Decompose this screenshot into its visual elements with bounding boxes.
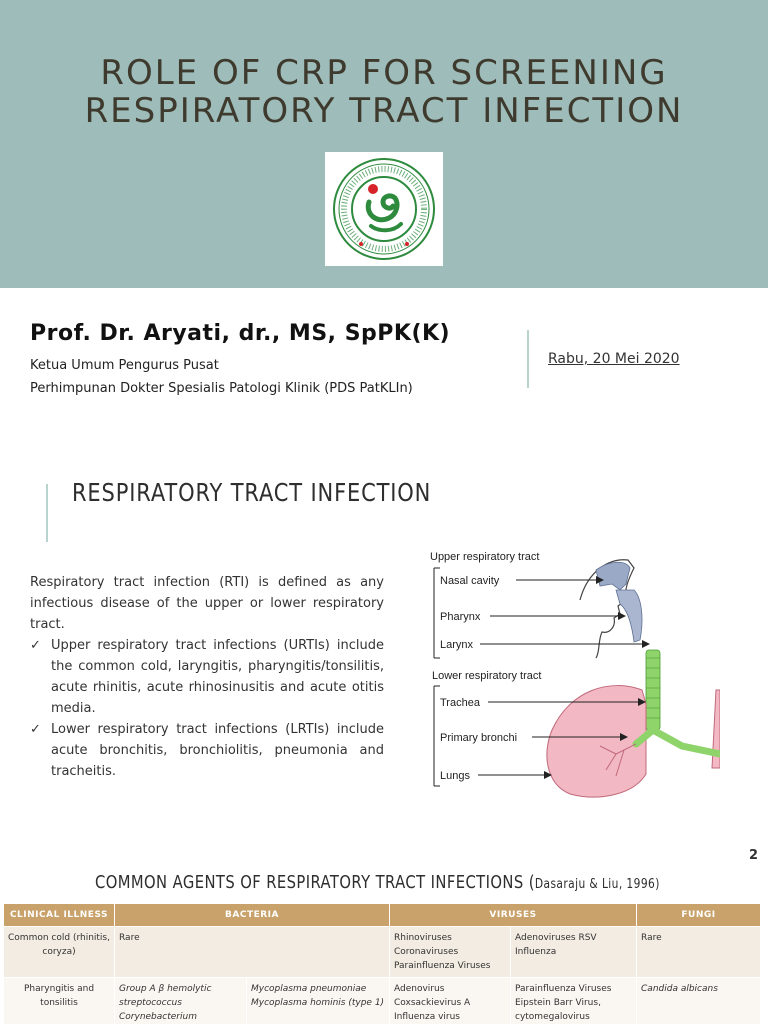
pds-patklin-logo-icon xyxy=(325,152,443,266)
slide-title-line-2: RESPIRATORY TRACT INFECTION xyxy=(84,91,684,131)
table-cell: Pharyngitis and tonsilitis xyxy=(4,978,115,1024)
table-cell: Common cold (rhinitis, coryza) xyxy=(4,927,115,978)
title-banner xyxy=(0,0,768,288)
label-primary-bronchi: Primary bronchi xyxy=(440,732,518,744)
lrti-bullet: Lower respiratory tract infections (LRTIs) include acute bronchitis, bronchiolitis, pneumonia and tracheitis. xyxy=(51,722,384,779)
list-item xyxy=(30,719,384,782)
label-pharynx: Pharynx xyxy=(440,611,481,623)
organization-logo xyxy=(325,152,443,266)
presenter-affiliation-2: Perhimpunan Dokter Spesialis Patologi Klinik (PDS PatKLIn) xyxy=(30,381,413,396)
table-cell: Adenovirus Coxsackievirus A Influenza virus xyxy=(390,978,511,1024)
list-item xyxy=(30,635,384,719)
rti-definition-text xyxy=(30,572,384,782)
table-cell: Rare xyxy=(637,927,761,978)
header-viruses: VIRUSES xyxy=(390,904,637,927)
divider xyxy=(527,330,529,388)
divider xyxy=(46,484,48,542)
urti-bullet: Upper respiratory tract infections (URTIs) include the common cold, laryngitis, pharyngitis/tonsilitis, acute rhinitis, acute rhinosinusitis and acute otitis media. xyxy=(51,638,384,716)
table-row xyxy=(4,978,761,1024)
label-upper-tract: Upper respiratory tract xyxy=(430,551,540,563)
table-title-text: COMMON AGENTS OF RESPIRATORY TRACT INFECTIONS ( xyxy=(95,872,535,893)
table-title xyxy=(95,872,660,893)
page-number: 2 xyxy=(749,848,759,863)
section-title: RESPIRATORY TRACT INFECTION xyxy=(72,478,432,507)
presentation-date: Rabu, 20 Mei 2020 xyxy=(548,351,680,367)
check-icon: ✓ xyxy=(30,722,41,737)
label-larynx: Larynx xyxy=(440,639,474,651)
slide-title-line-1: ROLE OF CRP FOR SCREENING xyxy=(100,53,668,93)
presenter-affiliation-1: Ketua Umum Pengurus Pusat xyxy=(30,358,219,373)
respiratory-tract-diagram xyxy=(420,540,720,820)
table-cell: Candida albicans xyxy=(637,978,761,1024)
label-nasal-cavity: Nasal cavity xyxy=(440,575,500,587)
table-row xyxy=(4,927,761,978)
table-header-row xyxy=(4,904,761,927)
header-bacteria: BACTERIA xyxy=(115,904,390,927)
presenter-name: Prof. Dr. Aryati, dr., MS, SpPK(K) xyxy=(30,321,451,346)
slide-title xyxy=(0,54,768,130)
table-cell: Parainfluenza Viruses Eipstein Barr Virus, cytomegalovirus xyxy=(511,978,637,1024)
check-icon: ✓ xyxy=(30,638,41,653)
table-cell: Group A β hemolytic streptococcus Corynebacterium xyxy=(115,978,247,1024)
rti-intro: Respiratory tract infection (RTI) is defined as any infectious disease of the upper or lower respiratory tract. xyxy=(30,575,384,632)
header-clinical-illness: CLINICAL ILLNESS xyxy=(4,904,115,927)
label-trachea: Trachea xyxy=(440,697,480,709)
table-cell: Adenoviruses RSV Influenza xyxy=(511,927,637,978)
table-citation: Dasaraju & Liu, 1996) xyxy=(534,877,660,892)
label-lower-tract: Lower respiratory tract xyxy=(432,670,542,682)
agents-table xyxy=(3,903,761,1024)
header-fungi: FUNGI xyxy=(637,904,761,927)
table-cell: Rhinoviruses Coronaviruses Parainfluenza Viruses xyxy=(390,927,511,978)
rti-bullet-list xyxy=(30,635,384,782)
table-cell: Rare xyxy=(115,927,390,978)
label-lungs: Lungs xyxy=(440,770,470,782)
table-cell: Mycoplasma pneumoniae Mycoplasma hominis (type 1) xyxy=(247,978,390,1024)
